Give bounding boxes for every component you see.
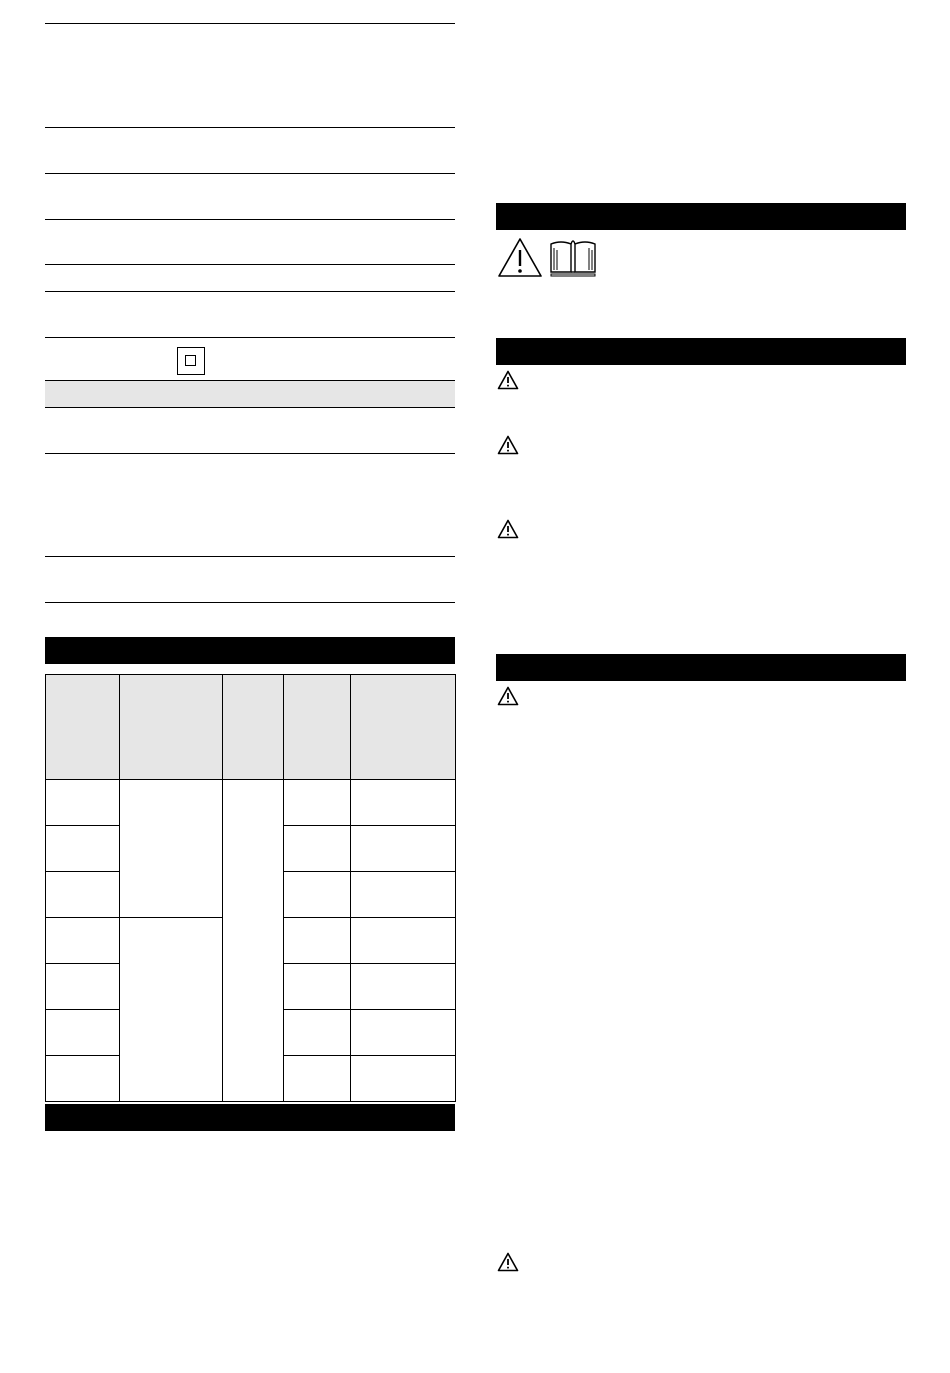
table-cell-merged — [120, 780, 223, 918]
warning-triangle-icon — [497, 237, 543, 278]
table-cell — [46, 872, 120, 918]
table-row — [46, 780, 456, 826]
table-header-cell — [351, 675, 456, 780]
table-cell-merged — [223, 780, 284, 1102]
spec-rule-6 — [45, 291, 455, 292]
table-cell — [351, 1010, 456, 1056]
section-heading-band-right-2 — [496, 338, 906, 365]
table-header-row — [46, 675, 456, 780]
table-cell — [284, 872, 351, 918]
table-cell — [351, 780, 456, 826]
warning-icon — [497, 686, 519, 706]
table-cell — [284, 780, 351, 826]
spec-rule-12 — [45, 602, 455, 603]
table-header-cell — [223, 675, 284, 780]
table-cell — [284, 1056, 351, 1102]
spec-rule-3 — [45, 173, 455, 174]
table-cell — [46, 1056, 120, 1102]
table-cell — [284, 826, 351, 872]
table-cell-merged — [120, 918, 223, 1102]
read-manual-icon — [549, 236, 597, 278]
table-cell — [284, 1010, 351, 1056]
table-cell — [351, 872, 456, 918]
section-heading-band-left-2 — [45, 1104, 455, 1131]
table-cell — [46, 1010, 120, 1056]
section-heading-band-right-3 — [496, 654, 906, 681]
table-cell — [46, 826, 120, 872]
warning-icon — [497, 370, 519, 390]
spec-rule-9 — [45, 407, 455, 408]
spec-rule-4 — [45, 219, 455, 220]
spec-rule-1 — [45, 23, 455, 24]
spec-table — [45, 674, 456, 1102]
table-cell — [46, 964, 120, 1010]
spec-rule-8 — [45, 380, 455, 381]
spec-rule-2 — [45, 127, 455, 128]
table-header-cell — [120, 675, 223, 780]
table-cell — [284, 964, 351, 1010]
warning-icon — [497, 435, 519, 455]
spec-rule-7 — [45, 337, 455, 338]
class-ii-inner-square — [185, 355, 196, 366]
table-cell — [46, 780, 120, 826]
table-cell — [46, 918, 120, 964]
table-cell — [351, 826, 456, 872]
class-ii-double-insulation-icon — [177, 347, 205, 375]
table-cell — [351, 1056, 456, 1102]
table-cell — [351, 918, 456, 964]
spec-rule-11 — [45, 556, 455, 557]
table-header-cell — [284, 675, 351, 780]
warning-icon — [497, 519, 519, 539]
table-header-cell — [46, 675, 120, 780]
table-cell — [284, 918, 351, 964]
spec-rule-10 — [45, 453, 455, 454]
section-heading-band-right-1 — [496, 203, 906, 230]
spec-grey-row — [45, 381, 455, 407]
section-heading-band-left-1 — [45, 637, 455, 664]
spec-rule-5 — [45, 264, 455, 265]
warning-icon — [497, 1252, 519, 1272]
table-cell — [351, 964, 456, 1010]
